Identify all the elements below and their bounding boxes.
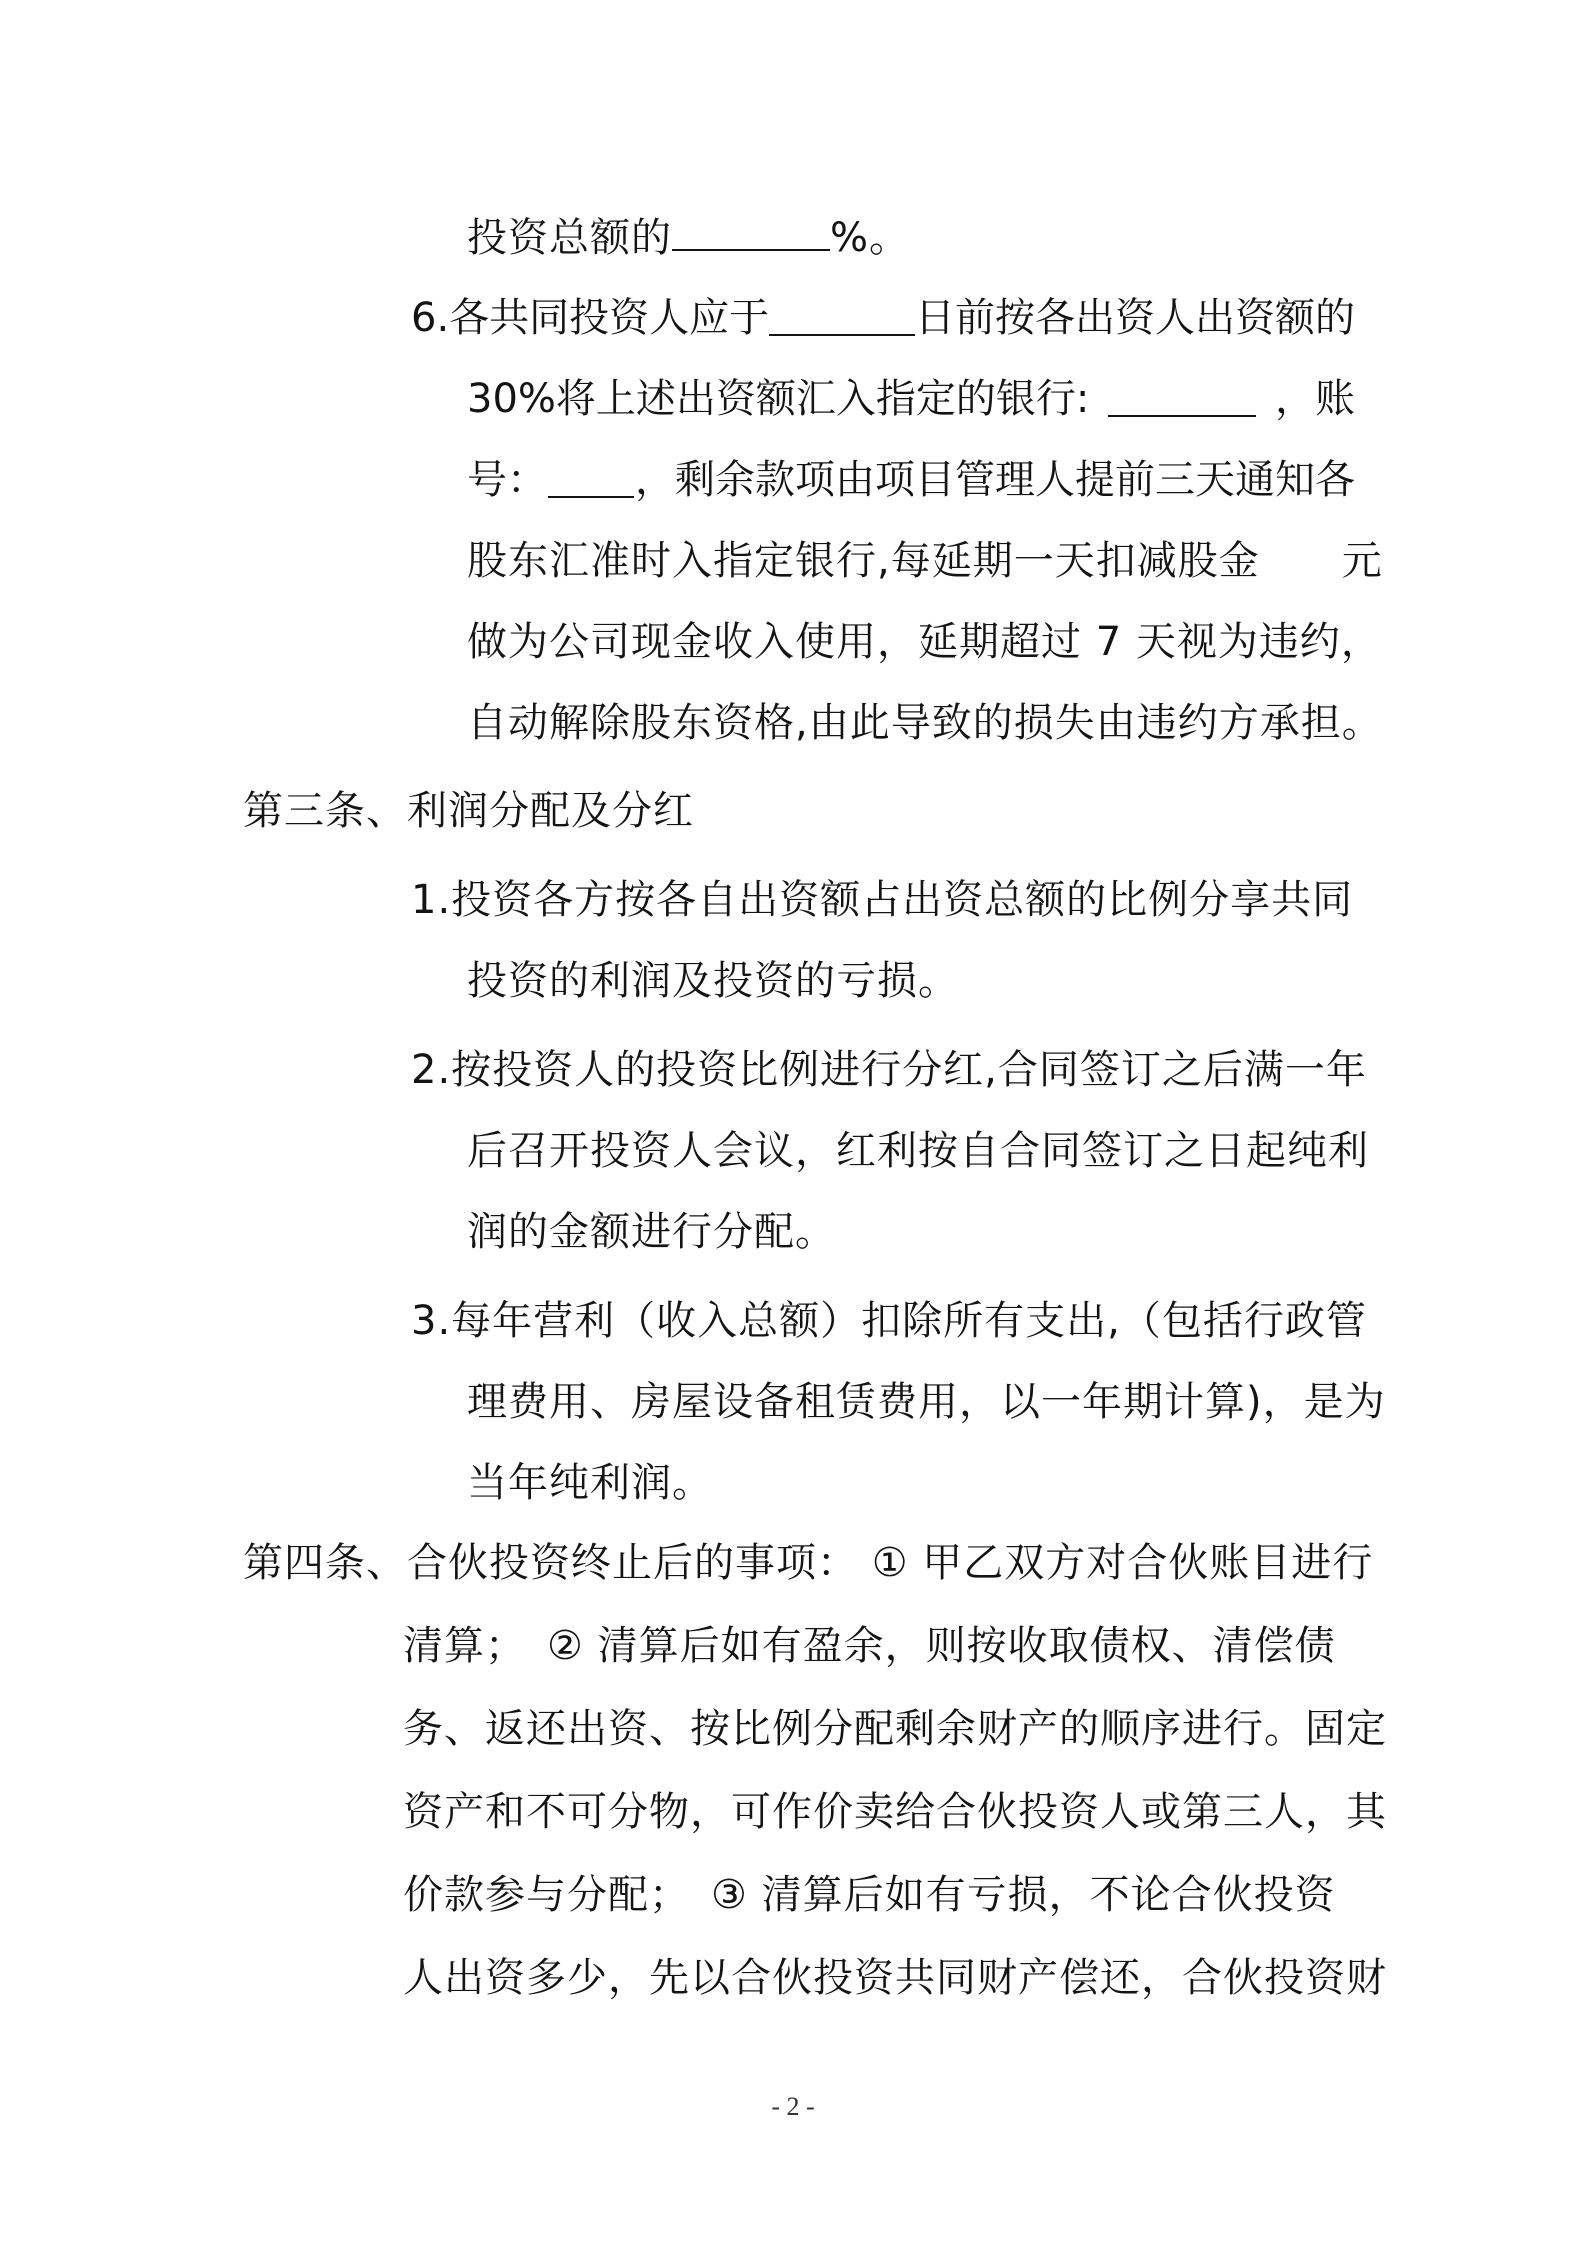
item6-line-1 bbox=[411, 290, 1355, 346]
blank-field bbox=[672, 205, 830, 251]
article4-line4: 资产和不可分物，可作价卖给合伙投资人或第三人，其 bbox=[403, 1789, 1387, 1835]
clause2-cont-line bbox=[467, 205, 910, 261]
text-span: 投资总额的 bbox=[467, 215, 672, 261]
article3-heading: 第三条、利润分配及分红 bbox=[243, 788, 694, 834]
article3-item3-line1: 3.每年营利（收入总额）扣除所有支出,（包括行政管 bbox=[411, 1298, 1367, 1344]
item6-line-5: 做为公司现金收入使用，延期超过 7 天视为违约， bbox=[467, 619, 1382, 665]
item6-line-4: 股东汇准时入指定银行,每延期一天扣减股金 元 bbox=[467, 538, 1383, 584]
item6-line-3 bbox=[467, 452, 1355, 508]
item6-line-6: 自动解除股东资格,由此导致的损失由违约方承担。 bbox=[467, 700, 1383, 746]
text-span: ，账 bbox=[1274, 376, 1355, 422]
text-span: %。 bbox=[830, 215, 911, 261]
blank-field bbox=[548, 452, 634, 498]
text-span: 日前按各出资人出资额的 bbox=[915, 295, 1355, 341]
article4-line1: 第四条、合伙投资终止后的事项： ① 甲乙双方对合伙账目进行 bbox=[243, 1540, 1374, 1586]
article4-line5: 价款参与分配； ③ 清算后如有亏损，不论合伙投资 bbox=[403, 1872, 1336, 1918]
item6-line-2 bbox=[467, 371, 1355, 427]
blank-field bbox=[769, 290, 915, 336]
text-span: 30%将上述出资额汇入指定的银行: bbox=[467, 376, 1090, 422]
article3-item3-line2: 理费用、房屋设备租赁费用，以一年期计算)，是为 bbox=[467, 1379, 1386, 1425]
text-span: ，剩余款项由项目管理人提前三天通知各 bbox=[635, 457, 1355, 503]
article3-item2-line3: 润的金额进行分配。 bbox=[467, 1209, 836, 1255]
text-span: 号： bbox=[467, 457, 547, 503]
article3-item1-line2: 投资的利润及投资的亏损。 bbox=[467, 958, 959, 1004]
article3-item2-line2: 后召开投资人会议，红利按自合同签订之日起纯利 bbox=[467, 1128, 1369, 1174]
article3-item1-line1: 1.投资各方按各自出资额占出资总额的比例分享共同 bbox=[411, 877, 1354, 923]
article3-item3-line3: 当年纯利润。 bbox=[467, 1460, 713, 1506]
article3-item2-line1: 2.按投资人的投资比例进行分红,合同签订之后满一年 bbox=[411, 1047, 1367, 1093]
article4-line2: 清算； ② 清算后如有盈余，则按收取债权、清偿债 bbox=[403, 1623, 1336, 1669]
text-span: 6.各共同投资人应于 bbox=[411, 295, 770, 341]
page-number: - 2 - bbox=[771, 2092, 815, 2121]
blank-field bbox=[1108, 371, 1256, 417]
article4-line6: 人出资多少，先以合伙投资共同财产偿还，合伙投资财 bbox=[403, 1955, 1387, 2001]
article4-line3: 务、返还出资、按比例分配剩余财产的顺序进行。固定 bbox=[403, 1706, 1387, 1752]
